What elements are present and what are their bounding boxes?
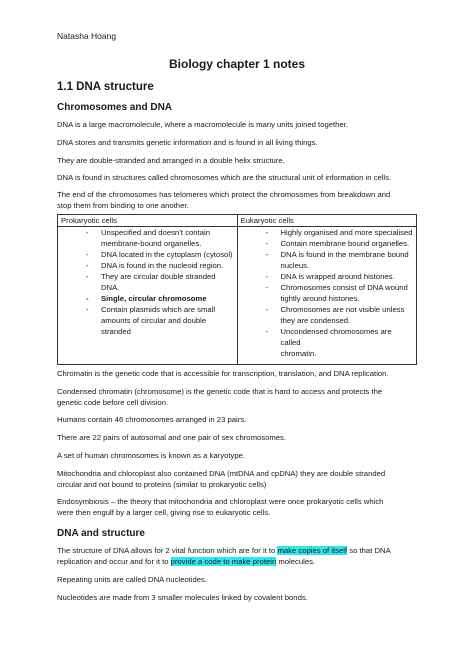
subheading-chromosomes: Chromosomes and DNA <box>57 102 173 113</box>
list-item: - Highly organised and more specialised <box>281 227 414 238</box>
list-item: - Contain plasmids which are small amounts of circular and double stranded <box>101 304 234 337</box>
list-item: - Uncondensed chromosomes are called chromatin. <box>281 326 414 359</box>
section-heading: 1.1 DNA structure <box>57 81 154 93</box>
list-item: - Contain membrane bound organelles. <box>281 238 414 249</box>
paragraph: A set of human chromosomes is known as a karyotype. <box>57 451 246 460</box>
paragraph: There are 22 pairs of autosomal and one pair of sex chromosomes. <box>57 433 287 442</box>
table-header-row <box>58 215 417 227</box>
paragraph: Nucleotides are made from 3 smaller molecules linked by covalent bonds. <box>57 593 308 602</box>
list-item: - DNA is found in the membrane bound nucleus. <box>281 249 414 271</box>
table-cell-prokaryotic <box>58 227 238 365</box>
list-item: - Single, circular chromosome <box>101 293 234 304</box>
paragraph: DNA is found in structures called chromosomes which are the structural unit of information in cells. <box>57 173 392 182</box>
subheading-dna-structure: DNA and structure <box>57 528 145 539</box>
list-item: - Chromosomes consist of DNA wound tightly around histones. <box>281 282 414 304</box>
paragraph-line: stop them from binding to one another. <box>57 201 189 210</box>
table-header: Prokaryotic cells <box>58 215 238 227</box>
list-item: - They are circular double stranded DNA. <box>101 271 234 293</box>
list-item: - DNA is wrapped around histones. <box>281 271 414 282</box>
document-title: Biology chapter 1 notes <box>168 57 306 71</box>
table-row <box>58 227 417 365</box>
list-item: - Unspecified and doesn’t contain membrane-bound organelles. <box>101 227 234 249</box>
paragraph: Humans contain 46 chromosomes arranged in 23 pairs. <box>57 415 247 424</box>
bullet-list <box>241 227 414 359</box>
list-item: - DNA located in the cytoplasm (cytosol) <box>101 249 234 260</box>
paragraph: Condensed chromatin (chromosome) is the genetic code that is hard to access and protects the genetic code before cell division. <box>57 387 383 407</box>
paragraph: Repeating units are called DNA nucleotides. <box>57 575 207 584</box>
paragraph: They are double-stranded and arranged in a double helix structure. <box>57 156 285 165</box>
highlighted-text: provide a code to make protein <box>170 557 277 566</box>
paragraph <box>57 189 390 211</box>
paragraph: Mitochondria and chloroplast also contained DNA (mtDNA and cpDNA) they are double stranded circular and not bound to proteins (similar to prokaryotic cells) <box>57 469 386 489</box>
paragraph: DNA stores and transmits genetic information and is found in all living things. <box>57 138 318 147</box>
paragraph: DNA is a large macromolecule, where a macromolecule is many units joined together. <box>57 120 348 129</box>
table-cell-eukaryotic <box>237 227 417 365</box>
list-item: - Chromosomes are not visible unless they are condensed. <box>281 304 414 326</box>
paragraph-line: The end of the chromosomes has telomeres which protect the chromosomes from breakdown and <box>57 190 391 199</box>
author-name: Natasha Hoang <box>57 31 117 41</box>
paragraph: Chromatin is the genetic code that is accessible for transcription, translation, and DNA replication. <box>57 369 389 378</box>
table-header: Eukaryotic cells <box>237 215 417 227</box>
list-item: - DNA is found in the nucleoid region. <box>101 260 234 271</box>
paragraph: The structure of DNA allows for 2 vital function which are for it to make copies of itself so that DNA replication and occur and for it to provide a code to make protein molecules. <box>57 546 391 566</box>
bullet-list <box>61 227 234 337</box>
cell-comparison-table <box>57 214 417 365</box>
highlighted-text: make copies of itself <box>277 546 348 555</box>
paragraph: Endosymbiosis – the theory that mitochondria and chloroplast were once prokaryotic cells which were then engulf by a larger cell, giving rise to eukaryotic cells. <box>57 497 384 517</box>
